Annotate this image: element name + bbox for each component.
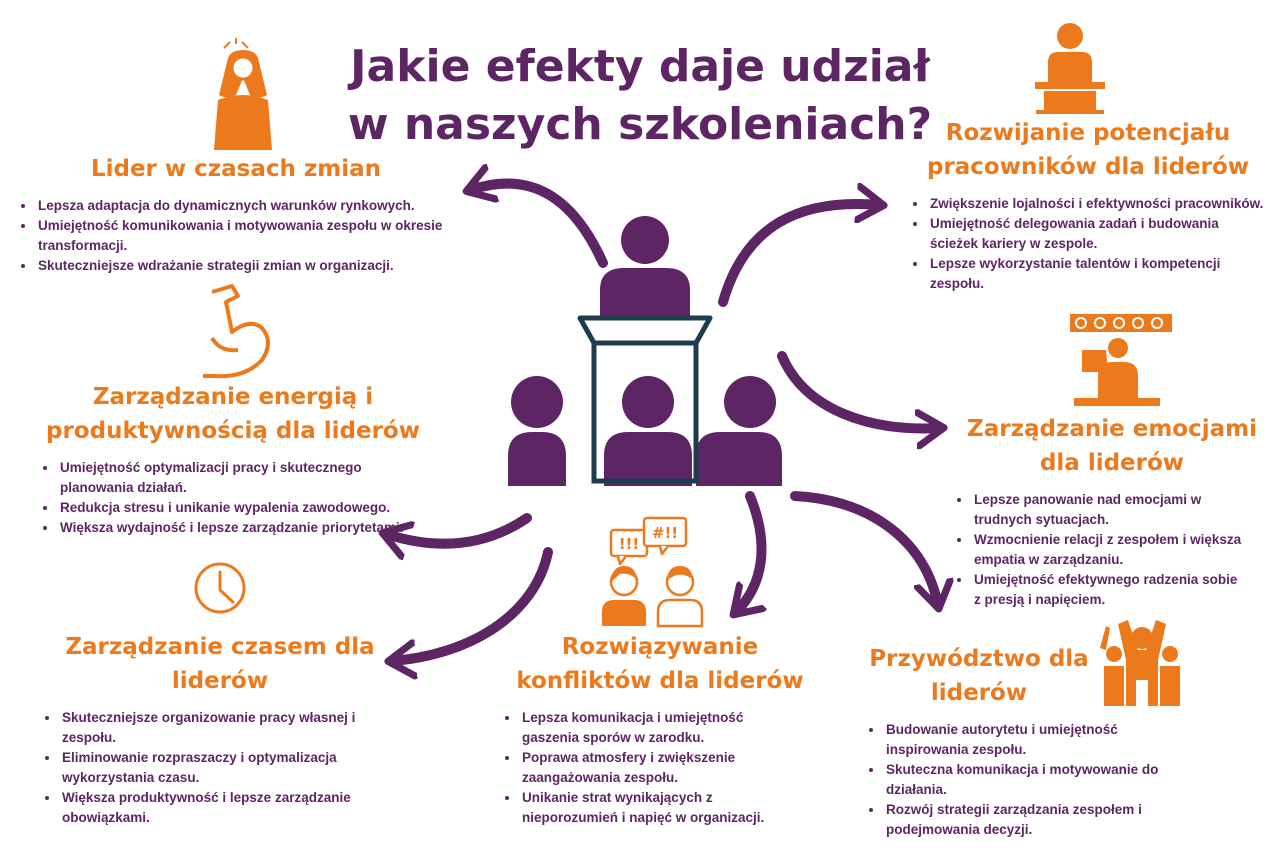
section-emocje	[952, 412, 1272, 610]
section-konflikty-title	[500, 630, 820, 698]
section-przywodztwo-title-line1: Przywództwo dla	[869, 646, 1089, 672]
list-item: • Lepsze panowanie nad emocjami w trudnych sytuacjach.	[972, 490, 1242, 530]
section-przywodztwo-title-line2: liderów	[930, 680, 1028, 706]
section-emocje-list	[952, 490, 1242, 610]
list-item: • Budowanie autorytetu i umiejętność inspirowania zespołu.	[884, 720, 1184, 760]
section-potencjal-list	[908, 194, 1268, 294]
section-czas-title-line1: Zarządzanie czasem dla	[65, 634, 375, 660]
arguing-people-icon	[602, 518, 702, 626]
speaker-podium-icon	[1035, 23, 1105, 114]
list-item: • Lepsza komunikacja i umiejętność gaszenia sporów w zarodku.	[520, 708, 800, 748]
list-item: • Skuteczniejsze wdrażanie strategii zmian w organizacji.	[36, 256, 496, 276]
section-lider-title-text: Lider w czasach zmian	[90, 156, 382, 182]
section-konflikty-title-line1: Rozwiązywanie	[561, 634, 759, 660]
clock-icon	[196, 564, 244, 612]
section-przywodztwo-title	[864, 642, 1094, 710]
list-item: • Skuteczniejsze organizowanie pracy własnej i zespołu.	[60, 708, 380, 748]
section-konflikty-list	[500, 708, 800, 828]
list-item: • Zwiększenie lojalności i efektywności pracowników.	[928, 194, 1268, 214]
arrow-to-emocje	[782, 356, 940, 428]
list-item: • Eliminowanie rozpraszaczy i optymalizacja wykorzystania czasu.	[60, 748, 380, 788]
section-energia-title-line1: Zarządzanie energią i	[92, 384, 374, 410]
section-czas-title-line2: liderów	[171, 668, 269, 694]
section-energia-title-line2: produktywnością dla liderów	[46, 418, 420, 444]
section-energia-title	[38, 380, 428, 448]
main-title-line1: Jakie efekty daje udział	[350, 41, 930, 92]
list-item: • Umiejętność komunikowania i motywowania zespołu w okresie transformacji.	[36, 216, 496, 256]
section-potencjal-title-line2: pracowników dla liderów	[926, 154, 1250, 180]
section-emocje-title	[952, 412, 1272, 480]
list-item: • Skuteczna komunikacja i motywowanie do działania.	[884, 760, 1184, 800]
businesswoman-idea-icon	[214, 38, 272, 150]
section-czas-title	[40, 630, 400, 698]
section-lider-list	[16, 196, 496, 276]
list-item: • Większa produktywność i lepsze zarządzanie obowiązkami.	[60, 788, 380, 828]
main-title	[330, 38, 950, 154]
list-item: • Lepsza adaptacja do dynamicznych warunków rynkowych.	[36, 196, 496, 216]
section-potencjal	[908, 116, 1268, 294]
section-energia	[38, 380, 428, 538]
emotions-rating-icon	[1070, 314, 1172, 406]
bubble-right-text: #!!	[651, 524, 679, 542]
arrow-to-przywodztwo	[795, 496, 938, 605]
list-item: • Umiejętność optymalizacji pracy i skutecznego planowania działań.	[58, 458, 428, 498]
section-czas	[40, 630, 400, 828]
main-title-line2: w naszych szkoleniach?	[347, 99, 933, 150]
bubble-left-text: !!!	[618, 535, 640, 553]
section-lider-title	[16, 152, 456, 186]
list-item: • Poprawa atmosfery i zwiększenie zaangażowania zespołu.	[520, 748, 800, 788]
section-konflikty-title-line2: konfliktów dla liderów	[516, 668, 804, 694]
arrow-to-konflikty	[736, 496, 761, 612]
section-emocje-title-line1: Zarządzanie emocjami	[967, 416, 1257, 442]
flexed-arm-icon	[203, 286, 268, 376]
list-item: • Umiejętność delegowania zadań i budowania ścieżek kariery w zespole.	[928, 214, 1268, 254]
section-przywodztwo	[864, 642, 1204, 840]
section-emocje-title-line2: dla liderów	[1039, 450, 1185, 476]
section-potencjal-title	[908, 116, 1268, 184]
section-czas-list	[40, 708, 380, 828]
list-item: • Rozwój strategii zarządzania zespołem i podejmowania decyzji.	[884, 800, 1184, 840]
list-item: • Wzmocnienie relacji z zespołem i większa empatia w zarządzaniu.	[972, 530, 1242, 570]
section-przywodztwo-list	[864, 720, 1184, 840]
section-lider	[16, 152, 496, 276]
section-konflikty	[500, 630, 820, 828]
list-item: • Redukcja stresu i unikanie wypalenia zawodowego.	[58, 498, 428, 518]
list-item: • Większa wydajność i lepsze zarządzanie priorytetami.	[58, 518, 428, 538]
section-energia-list	[38, 458, 428, 538]
list-item: • Lepsze wykorzystanie talentów i kompetencji zespołu.	[928, 254, 1268, 294]
arrow-to-potencjal	[723, 204, 880, 302]
list-item: • Umiejętność efektywnego radzenia sobie z presją i napięciem.	[972, 570, 1242, 610]
section-potencjal-title-line1: Rozwijanie potencjału	[945, 120, 1231, 146]
list-item: • Unikanie strat wynikających z nieporozumień i napięć w organizacji.	[520, 788, 800, 828]
